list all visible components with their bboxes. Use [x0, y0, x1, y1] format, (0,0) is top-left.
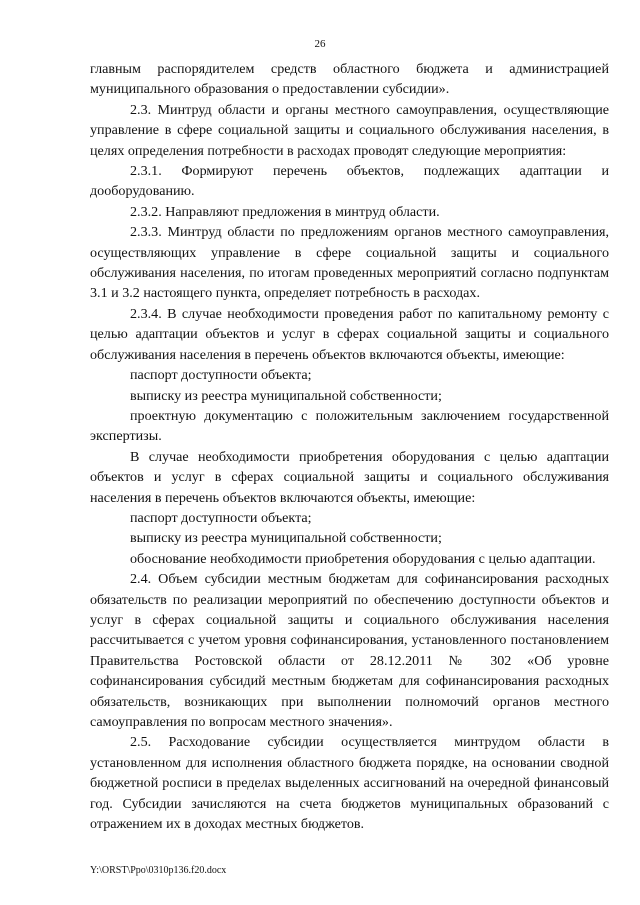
- list-item: обоснование необходимости приобретения оборудования с целью адаптации.: [130, 550, 596, 567]
- list-item: проектную документацию с положительным заключением государственной экспертизы.: [90, 407, 609, 445]
- paragraph: главным распорядителем средств областного бюджета и администрацией муниципального образования о предоставлении субсидии».: [90, 61, 609, 98]
- paragraph: 2.3. Минтруд области и органы местного самоуправления, осуществляющие управление в сфере социальной защиты и социального обслуживания населения, в целях определения потребности в расходах проводят следующие мероприятия:: [90, 101, 609, 159]
- list-item: выписку из реестра муниципальной собственности;: [130, 530, 442, 547]
- paragraph: 2.3.3. Минтруд области по предложениям органов местного самоуправления, осуществляющих управление в сфере социальной защиты и социального обслуживания населения, по итогам проведенных мероприятий согласно подпунктам 3.1 и 3.2 настоящего пункта, определяет потребность в расходах.: [90, 224, 609, 302]
- page-number: 26: [314, 38, 326, 50]
- paragraph: 2.4. Объем субсидии местным бюджетам для софинансирования расходных обязательств по реализации мероприятий по обеспечению доступности объектов и услуг в сферах социальной защиты и социального обслуживания населения рассчитывается с учетом уровня софинансирования, установленного постановлением Правительства Ростовской области от 28.12.2011 № 302 «Об уровне софинансирования субсидий местным бюджетам для софинансирования расходных обязательств, возникающих при выполнении полномочий органов местного самоуправления по вопросам местного значения».: [90, 571, 609, 730]
- list-item: паспорт доступности объекта;: [130, 509, 312, 526]
- paragraph: 2.5. Расходование субсидии осуществляется минтрудом области в установленном для исполнения областного бюджета порядке, на основании сводной бюджетной росписи в пределах выделенных ассигнований на очередной финансовый год. Субсидии зачисляются на счета бюджетов муниципальных образований с отражением их в доходах местных бюджетов.: [90, 734, 609, 833]
- document-body: [90, 59, 609, 834]
- paragraph: 2.3.1. Формируют перечень объектов, подлежащих адаптации и дооборудованию.: [90, 163, 609, 200]
- paragraph: 2.3.2. Направляют предложения в минтруд области.: [130, 203, 440, 220]
- paragraph: В случае необходимости приобретения оборудования с целью адаптации объектов и услуг в сферах социальной защиты и социального обслуживания населения в перечень объектов включаются объекты, имеющие:: [90, 448, 609, 506]
- footer-file-path: Y:\ORST\Ppo\0310p136.f20.docx: [90, 865, 227, 876]
- paragraph: 2.3.4. В случае необходимости проведения работ по капитальному ремонту с целью адаптации объектов и услуг в сферах социальной защиты и социального обслуживания населения в перечень объектов включаются объекты, имеющие:: [90, 305, 609, 363]
- list-item: выписку из реестра муниципальной собственности;: [130, 387, 442, 404]
- list-item: паспорт доступности объекта;: [130, 367, 312, 384]
